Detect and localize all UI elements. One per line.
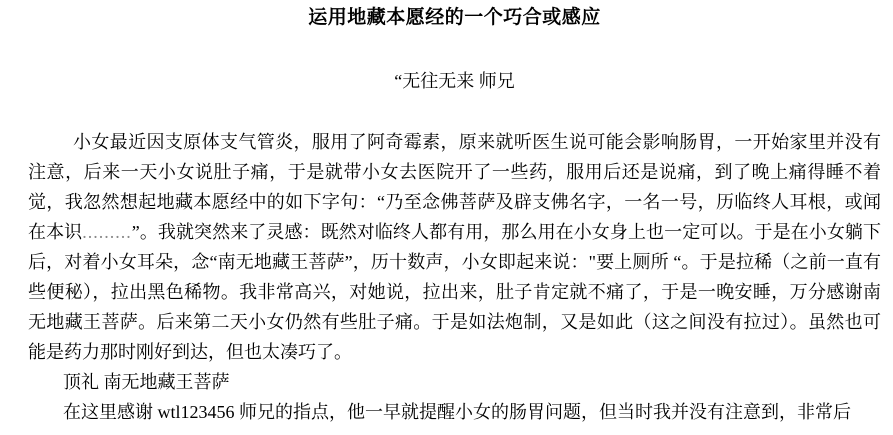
paragraph-thanks: 在这里感谢 wtl123456 师兄的指点，他一早就提醒小女的肠胃问题，但当时我并没有注意到，非常后 [63,402,851,422]
paragraph-main-text-before-ellipsis: 小女最近因支原体支气管炎，服用了阿奇霉素，原来就听医生说可能会影响肠胃，一开始家里并没有注意，后来一天小女说肚子痛，于是就带小女去医院开了一些药，服用后还是说痛，到了晚上痛得睡不着觉，我忽然想起地藏本愿经中的如下字句：“乃至念佛菩萨及辟支佛名字，一名一号，历临终人耳根，或闻在本识 [28,132,881,242]
paragraph-main-text-after-ellipsis: ”。我就突然来了灵感：既然对临终人都有用，那么用在小女身上也一定可以。于是在小女躺下后，对着小女耳朵，念“南无地藏王菩萨”，历十数声，小女即起来说："要上厕所 “。于是拉稀（之前一直有些便秘），拉出黑色稀物。我非常高兴，对她说，拉出来，肚子肯定就不痛了，于是一晚安睡，万分感谢南无地藏王菩萨。后来第二天小女仍然有些肚子痛。于是如法炮制，又是如此（这之间没有拉过）。虽然也可能是药力那时刚好到达，但也太凑巧了。 [28,222,881,362]
paragraph-salutation: 顶礼 南无地藏王菩萨 [63,372,230,392]
document-body [28,127,881,427]
paragraph-main [28,127,881,367]
document-subtitle: “无往无来 师兄 [394,71,515,91]
ellipsis-dots: ......... [82,222,132,242]
document-title: 运用地藏本愿经的一个巧合或感应 [308,7,601,28]
